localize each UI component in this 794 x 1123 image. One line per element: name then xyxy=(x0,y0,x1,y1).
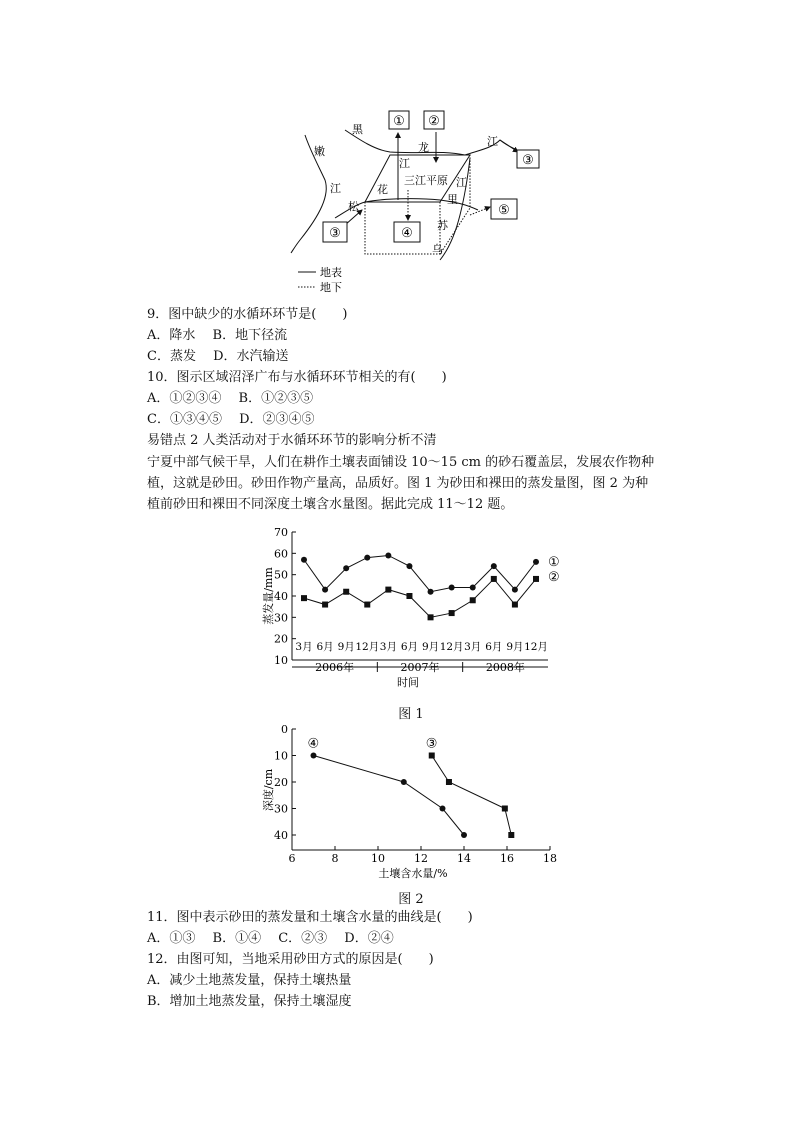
label-jiang-right: 江 xyxy=(456,176,467,189)
box-3-right-label: ③ xyxy=(522,153,534,168)
fig2-x-tick-label: 16 xyxy=(500,852,514,865)
fig1-point-circle xyxy=(491,563,497,569)
label-nen: 嫩 xyxy=(314,145,325,158)
fig1-caption: 图 1 xyxy=(398,707,424,722)
fig2-point-square xyxy=(502,806,508,812)
label-hua: 花 xyxy=(377,183,388,196)
q10-options-2: C．①③④⑤ D．②③④⑤ xyxy=(147,412,315,427)
fig1-series-line-2 xyxy=(304,579,536,617)
fig2-y-tick-label: 30 xyxy=(274,802,288,816)
fig2-x-tick-label: 8 xyxy=(331,852,339,865)
label-long: 龙 xyxy=(418,141,429,154)
fig1-point-circle xyxy=(428,589,434,595)
q11-options: A．①③ B．①④ C．②③ D．②④ xyxy=(147,931,394,946)
fig1-point-square xyxy=(322,602,328,608)
fig1-year-label: 2007年 xyxy=(400,661,440,674)
fig1-y-tick-label: 20 xyxy=(274,632,288,646)
q9-options-1: A．降水 B．地下径流 xyxy=(147,328,288,343)
q9-stem: 9．图中缺少的水循环环节是( ) xyxy=(147,307,348,322)
fig1-point-circle xyxy=(533,559,539,565)
fig1-year-label: 2006年 xyxy=(315,661,355,674)
fig2-x-tick-label: 10 xyxy=(371,852,385,865)
label-jiang-top: 江 xyxy=(487,135,498,148)
fig2-y-tick-label: 0 xyxy=(281,723,288,736)
fig2-x-tick-label: 12 xyxy=(414,852,428,865)
fig2-point-square xyxy=(429,753,435,759)
fig1-series-label-1: ① xyxy=(548,554,560,570)
label-hei: 黑 xyxy=(352,123,363,136)
fig1-point-circle xyxy=(322,587,328,593)
fig2-y-tick-label: 40 xyxy=(274,829,288,842)
legend-surface: 地表 xyxy=(320,266,342,279)
fig1-y-tick-label: 40 xyxy=(274,590,288,603)
fig1-x-tick-label: 12月 xyxy=(355,641,380,653)
fig1-year-label: 2008年 xyxy=(485,661,525,674)
fig2-y-tick-label: 20 xyxy=(274,776,288,789)
q12-option-a: A．减少土地蒸发量，保持土壤热量 xyxy=(147,973,352,988)
fig2-x-tick-label: 18 xyxy=(543,852,557,865)
fig2-point-circle xyxy=(440,806,446,812)
q10-stem: 10．图示区域沼泽广布与水循环环节相关的有( ) xyxy=(147,370,447,385)
q12-stem: 12．由图可知，当地采用砂田方式的原因是( ) xyxy=(147,952,434,967)
fig1-y-tick-label: 70 xyxy=(274,526,288,539)
fig1-point-square xyxy=(512,602,518,608)
label-li: 里 xyxy=(447,193,458,206)
label-jiang-mid: 江 xyxy=(399,157,410,170)
fig1-series-line-1 xyxy=(304,555,536,591)
fig2-x-tick-label: 14 xyxy=(457,852,471,865)
fig2-y-axis-title: 深度/cm xyxy=(262,768,275,812)
fig1-point-square xyxy=(406,593,412,599)
fig1-point-square xyxy=(385,587,391,593)
fig1-point-square xyxy=(470,597,476,603)
q12-option-b: B．增加土地蒸发量，保持土壤湿度 xyxy=(147,994,352,1009)
fig1-point-square xyxy=(428,614,434,620)
fig1-point-circle xyxy=(343,565,349,571)
fig1-point-square xyxy=(533,576,539,582)
fig1-x-tick-label: 12月 xyxy=(524,641,548,653)
fig1-y-tick-label: 10 xyxy=(274,654,288,667)
error-tip: 易错点 2 人类活动对于水循环环节的影响分析不清 xyxy=(147,433,437,448)
fig1-x-tick-label: 6月 xyxy=(400,641,419,653)
fig2-point-square xyxy=(508,832,514,838)
q10-options-1: A．①②③④ B．①②③⑤ xyxy=(147,391,314,406)
fig2-point-circle xyxy=(311,753,317,759)
fig1-point-circle xyxy=(449,584,455,590)
label-su: 苏 xyxy=(437,219,448,232)
arrow-right-3 xyxy=(500,140,518,152)
fig1-point-circle xyxy=(301,557,307,563)
box-1-label: ① xyxy=(393,114,405,129)
fig1-x-tick-label: 12月 xyxy=(439,641,464,653)
fig2-series-line-2 xyxy=(432,756,512,836)
fig2-series-label-1: ④ xyxy=(307,736,320,752)
label-jiang-left: 江 xyxy=(330,182,341,195)
fig1-point-square xyxy=(343,589,349,595)
fig1-x-tick-label: 9月 xyxy=(506,641,524,653)
fig1-point-square xyxy=(364,602,370,608)
fig1-x-tick-label: 3月 xyxy=(379,641,397,653)
fig2-point-circle xyxy=(461,832,467,838)
fig1-point-circle xyxy=(364,555,370,561)
fig2-series-label-2: ③ xyxy=(425,736,438,752)
fig1-x-tick-label: 9月 xyxy=(421,641,440,653)
fig1-y-tick-label: 50 xyxy=(274,568,288,582)
evaporation-chart xyxy=(255,522,565,692)
water-cycle-map xyxy=(290,105,560,305)
fig2-x-axis-title: 土壤含水量/% xyxy=(378,867,448,880)
fig1-x-tick-label: 6月 xyxy=(485,641,503,653)
fig1-x-tick-label: 3月 xyxy=(464,641,482,653)
fig1-point-circle xyxy=(470,584,476,590)
fig1-x-tick-label: 9月 xyxy=(337,641,355,653)
box-5-label: ⑤ xyxy=(498,203,510,218)
fig1-point-square xyxy=(449,610,455,616)
fig1-point-square xyxy=(491,576,497,582)
legend-underground: 地下 xyxy=(320,281,342,294)
box-2-label: ② xyxy=(428,114,440,129)
box-3-left-label: ③ xyxy=(329,226,341,241)
soil-moisture-chart xyxy=(255,720,565,882)
fig1-x-tick-label: 6月 xyxy=(316,641,334,653)
label-song: 松 xyxy=(348,200,359,213)
box-4-label: ④ xyxy=(401,226,413,241)
fig1-point-circle xyxy=(406,563,412,569)
fig1-point-circle xyxy=(385,552,391,558)
fig2-caption: 图 2 xyxy=(398,892,424,907)
fig1-y-tick-label: 60 xyxy=(274,547,288,561)
fig1-x-axis-title: 时间 xyxy=(397,676,419,689)
fig1-y-tick-label: 30 xyxy=(274,611,288,625)
q11-stem: 11．图中表示砂田的蒸发量和土壤含水量的曲线是( ) xyxy=(147,910,473,925)
q9-options-2: C．蒸发 D．水汽输送 xyxy=(147,349,289,364)
fig1-point-circle xyxy=(512,587,518,593)
fig2-x-tick-label: 6 xyxy=(288,852,296,865)
fig1-point-square xyxy=(301,595,307,601)
fig2-point-square xyxy=(446,779,452,785)
fig2-y-tick-label: 10 xyxy=(274,749,288,763)
fig2-series-line-1 xyxy=(314,756,465,836)
label-wu: 乌 xyxy=(432,243,443,256)
fig1-y-axis-title: 蒸发量/mm xyxy=(262,567,275,625)
fig1-x-tick-label: 3月 xyxy=(295,641,313,653)
fig2-point-circle xyxy=(401,779,407,785)
fig1-series-label-2: ② xyxy=(548,569,560,585)
label-sanjiang: 三江平原 xyxy=(404,174,448,187)
passage: 宁夏中部气候干旱，人们在耕作土壤表面铺设 10～15 cm 的砂石覆盖层，发展农作物种植，这就是砂田。砂田作物产量高，品质好。图 1 为砂田和裸田的蒸发量图，图 2 为种植前砂田和裸田不同深度土壤含水量图。据此完成 11～12 题。 xyxy=(147,455,655,512)
